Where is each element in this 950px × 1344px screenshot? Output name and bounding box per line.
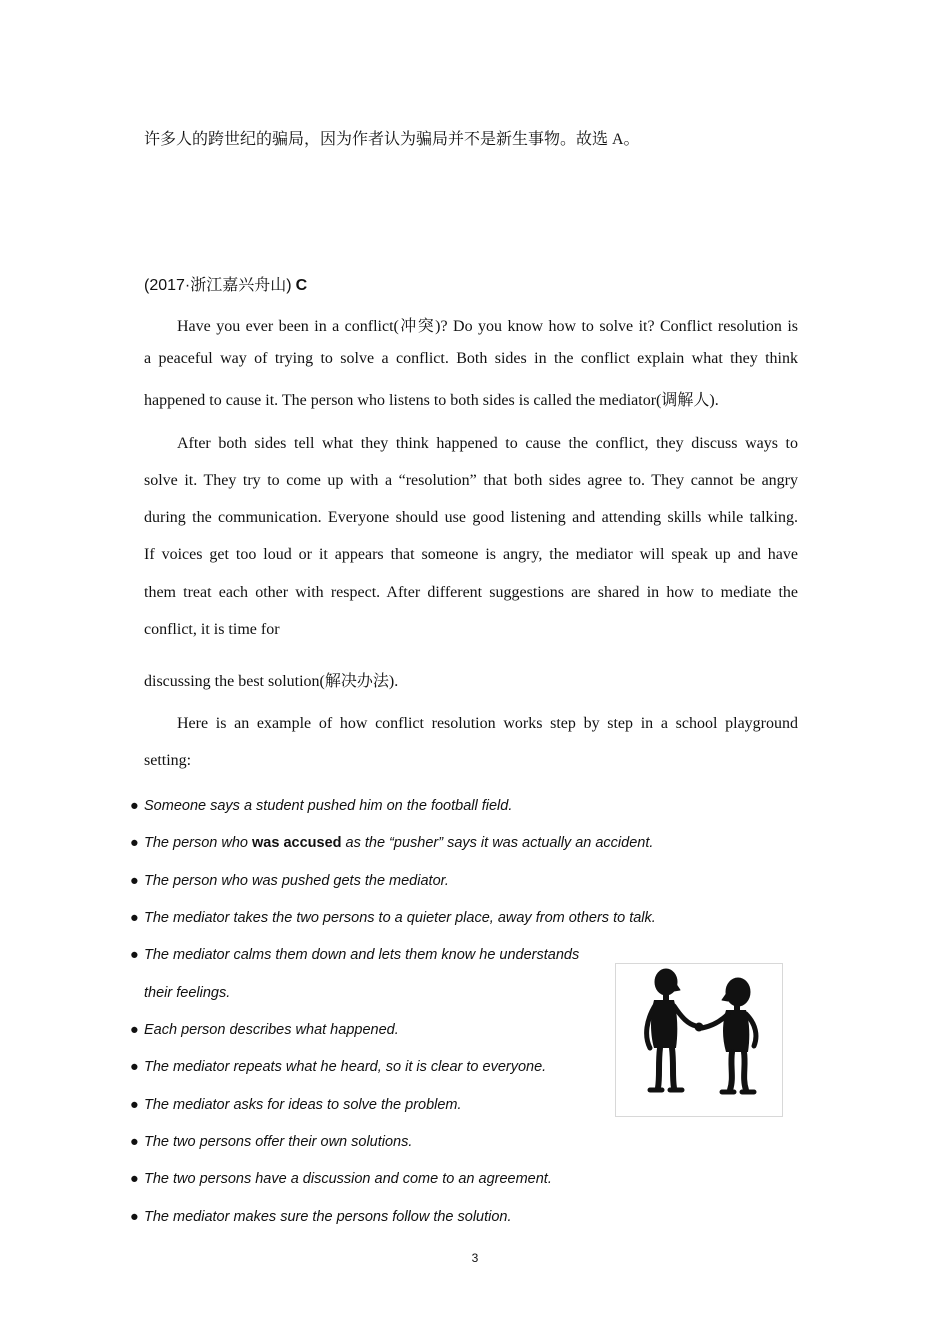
bullet-text: The mediator takes the two persons to a quieter place, away from others to talk.	[144, 910, 656, 926]
page-number: 3	[471, 1251, 479, 1265]
bullet-text: Each person describes what happened.	[144, 1022, 399, 1038]
para1-line-2: a peaceful way of trying to solve a conflict. Both sides in the conflict explain what they think	[144, 350, 798, 367]
list-item	[130, 835, 653, 851]
list-item	[130, 947, 579, 963]
handshake-illustration	[615, 963, 783, 1117]
bullet-text: their feelings.	[144, 985, 231, 1001]
list-item	[130, 910, 656, 926]
bullet-text: as the “pusher” says it was actually an accident.	[341, 835, 654, 851]
bullet-mark: ●	[130, 1022, 139, 1038]
bullet-mark: ●	[130, 1171, 139, 1187]
bullet-mark: ●	[130, 910, 139, 926]
bullet-text: The two persons offer their own solutions.	[144, 1134, 413, 1150]
list-item-continuation	[144, 985, 230, 1001]
heading-letter: C	[295, 277, 308, 294]
para3-line-1: Here is an example of how conflict resolution works step by step in a school playground	[177, 715, 798, 732]
handshake-figures-icon	[616, 964, 782, 1116]
bullet-mark: ●	[130, 1209, 139, 1225]
bullet-text: The mediator makes sure the persons follow the solution.	[144, 1209, 512, 1225]
list-item	[130, 1097, 462, 1113]
bullet-text: The person who	[144, 835, 253, 851]
para2-line-6: conflict, it is time for	[144, 621, 280, 638]
para2-line-2: solve it. They try to come up with a “resolution” that both sides agree to. They cannot be angry	[144, 472, 798, 489]
bullet-mark: ●	[130, 835, 139, 851]
para2-line-7: discussing the best solution(解决办法).	[144, 673, 399, 690]
bullet-mark: ●	[130, 873, 139, 889]
bullet-text: The person who was pushed gets the mediator.	[144, 873, 449, 889]
bullet-mark: ●	[130, 798, 139, 814]
top-line: 许多人的跨世纪的骗局，因为作者认为骗局并不是新生事物。故选 A。	[144, 131, 640, 148]
bullet-text: The mediator asks for ideas to solve the problem.	[144, 1097, 462, 1113]
bullet-text: The two persons have a discussion and come to an agreement.	[144, 1171, 552, 1187]
para2-line-4: If voices get too loud or it appears that someone is angry, the mediator will speak up and have	[144, 546, 798, 563]
list-item	[130, 1209, 512, 1225]
para2-line-5: them treat each other with respect. After different suggestions are shared in how to mediate the	[144, 584, 798, 601]
para2-line-1: After both sides tell what they think happened to cause the conflict, they discuss ways to	[177, 435, 798, 452]
list-item	[130, 873, 449, 889]
list-item	[130, 1171, 552, 1187]
list-item	[130, 798, 512, 814]
heading-source: (2017·浙江嘉兴舟山)	[144, 277, 292, 294]
bullet-mark: ●	[130, 1059, 139, 1075]
bullet-text: The mediator calms them down and lets them know he understands	[144, 947, 580, 963]
bullet-bold-text: was accused	[252, 835, 342, 851]
bullet-mark: ●	[130, 1134, 139, 1150]
bullet-mark: ●	[130, 947, 139, 963]
bullet-text: Someone says a student pushed him on the football field.	[144, 798, 513, 814]
bullet-text: The mediator repeats what he heard, so it is clear to everyone.	[144, 1059, 547, 1075]
section-heading	[144, 272, 307, 295]
para1-line-1: Have you ever been in a conflict(冲突)? Do you know how to solve it? Conflict resolution is	[177, 318, 798, 335]
para3-line-2: setting:	[144, 752, 192, 769]
para2-line-3: during the communication. Everyone should use good listening and attending skills while talking.	[144, 509, 798, 526]
list-item	[130, 1134, 412, 1150]
list-item	[130, 1022, 399, 1038]
list-item	[130, 1059, 546, 1075]
bullet-mark: ●	[130, 1097, 139, 1113]
para1-line-3: happened to cause it. The person who listens to both sides is called the mediator(调解人).	[144, 392, 719, 409]
